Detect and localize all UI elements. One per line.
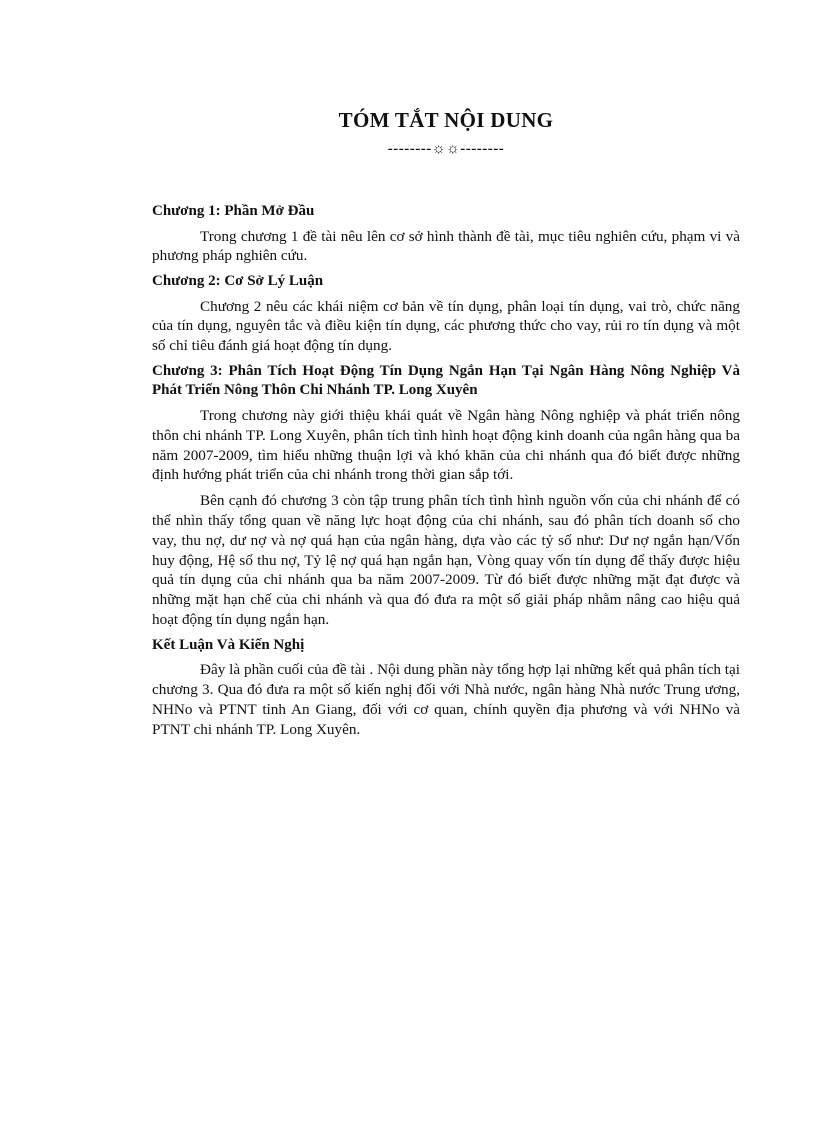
section-heading: Chương 2: Cơ Sở Lý Luận — [152, 273, 324, 290]
section-heading: Chương 1: Phần Mở Đầu — [152, 203, 315, 219]
section-heading: Chương 3: Phân Tích Hoạt Động Tín Dụng Ngắn Hạn Tại Ngân Hàng Nông Nghiệp Và Phát Triển Nông Thôn Chi Nhánh TP. Long Xuyên — [152, 362, 740, 399]
section-chapter-1 — [152, 202, 740, 266]
paragraph: Trong chương 1 đề tài nêu lên cơ sở hình thành đề tài, mục tiêu nghiên cứu, phạm vi và phương pháp nghiên cứu. — [152, 227, 740, 265]
section-chapter-2 — [152, 272, 740, 356]
paragraph: Đây là phần cuối của đề tài . Nội dung phần này tổng hợp lại những kết quả phân tích tại chương 3. Qua đó đưa ra một số kiến nghị đối với Nhà nước, ngân hàng Nhà nước Trung ương, NHNo và PTNT tỉnh An Giang, đối với cơ quan, chính quyền địa phương và với NHNo và PTNT chi nhánh TP. Long Xuyên. — [152, 661, 740, 738]
section-chapter-3 — [152, 362, 740, 630]
paragraph: Trong chương này giới thiệu khái quát về Ngân hàng Nông nghiệp và phát triển nông thôn chi nhánh TP. Long Xuyên, phân tích tình hình hoạt động kinh doanh của ngân hàng qua ba năm 2007-2009, tìm hiểu những thuận lợi và khó khăn của chi nhánh qua đó biết được những định hướng phát triển của chi nhánh trong thời gian sắp tới. — [152, 406, 740, 484]
page-title: TÓM TẮT NỘI DUNG — [338, 108, 554, 132]
section-conclusion — [152, 636, 740, 740]
document-page — [152, 108, 740, 745]
paragraph: Chương 2 nêu các khái niệm cơ bản về tín dụng, phân loại tín dụng, vai trò, chức năng của tín dụng, nguyên tắc và điều kiện tín dụng, các phương thức cho vay, rủi ro tín dụng và một số chỉ tiêu đánh giá hoạt động tín dụng. — [152, 297, 740, 355]
title-ornament: --------☼☼-------- — [387, 141, 505, 157]
paragraph: Bên cạnh đó chương 3 còn tập trung phân tích tình hình nguồn vốn của chi nhánh để có thể nhìn thấy tổng quan về năng lực hoạt động của chi nhánh, sau đó phân tích doanh số cho vay, thu nợ, dư nợ và nợ quá hạn của ngân hàng, dựa vào các tỷ số như: Dư nợ ngắn hạn/Vốn huy động, Hệ số thu nợ, Tỷ lệ nợ quá hạn ngắn hạn, Vòng quay vốn tín dụng để thấy được hiệu quả tín dụng của chi nhánh qua ba năm 2007-2009. Từ đó biết được những mặt đạt được và những mặt hạn chế của chi nhánh và qua đó đưa ra một số giải pháp nhằm nâng cao hiệu quả hoạt động tín dụng ngắn hạn. — [152, 492, 740, 628]
section-heading: Kết Luận Và Kiến Nghị — [152, 636, 305, 653]
